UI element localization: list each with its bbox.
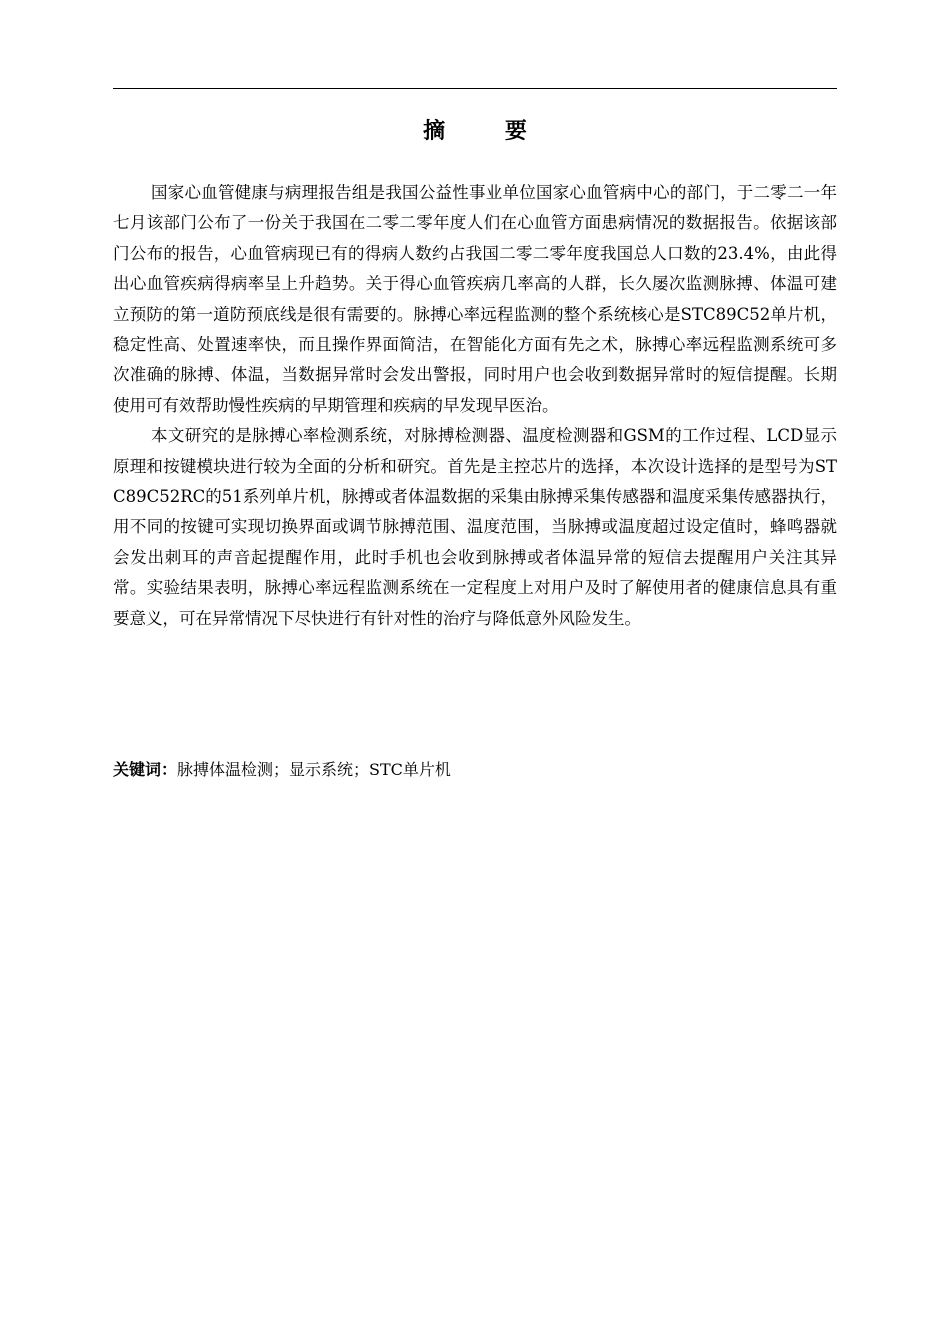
- abstract-paragraph-2: 本文研究的是脉搏心率检测系统，对脉搏检测器、温度检测器和GSM的工作过程、LCD显示原理和按键模块进行较为全面的分析和研究。首先是主控芯片的选择，本次设计选择的是型号为STC89C52RC的51系列单片机，脉搏或者体温数据的采集由脉搏采集传感器和温度采集传感器执行，用不同的按键可实现切换界面或调节脉搏范围、温度范围，当脉搏或温度超过设定值时，蜂鸣器就会发出刺耳的声音起提醒作用，此时手机也会收到脉搏或者体温异常的短信去提醒用户关注其异常。实验结果表明，脉搏心率远程监测系统在一定程度上对用户及时了解使用者的健康信息具有重要意义，可在异常情况下尽快进行有针对性的治疗与降低意外风险发生。: [113, 426, 837, 628]
- abstract-body: [113, 178, 837, 634]
- header-rule: [113, 88, 837, 89]
- keywords-label: 关键词：: [113, 760, 178, 779]
- keywords-text: 脉搏体温检测；显示系统；STC单片机: [177, 760, 451, 779]
- abstract-paragraph-1: 国家心血管健康与病理报告组是我国公益性事业单位国家心血管病中心的部门，于二零二一年七月该部门公布了一份关于我国在二零二零年度人们在心血管方面患病情况的数据报告。依据该部门公布的报告，心血管病现已有的得病人数约占我国二零二零年度我国总人口数的23.4%，由此得出心血管疾病得病率呈上升趋势。关于得心血管疾病几率高的人群，长久屡次监测脉搏、体温可建立预防的第一道防预底线是很有需要的。脉搏心率远程监测的整个系统核心是STC89C52单片机，稳定性高、处置速率快，而且操作界面简洁，在智能化方面有先之术，脉搏心率远程监测系统可多次准确的脉搏、体温，当数据异常时会发出警报，同时用户也会收到数据异常时的短信提醒。长期使用可有效帮助慢性疾病的早期管理和疾病的早发现早医治。: [113, 183, 837, 415]
- keywords-line: [113, 756, 837, 784]
- page-title: 摘 要: [423, 119, 553, 144]
